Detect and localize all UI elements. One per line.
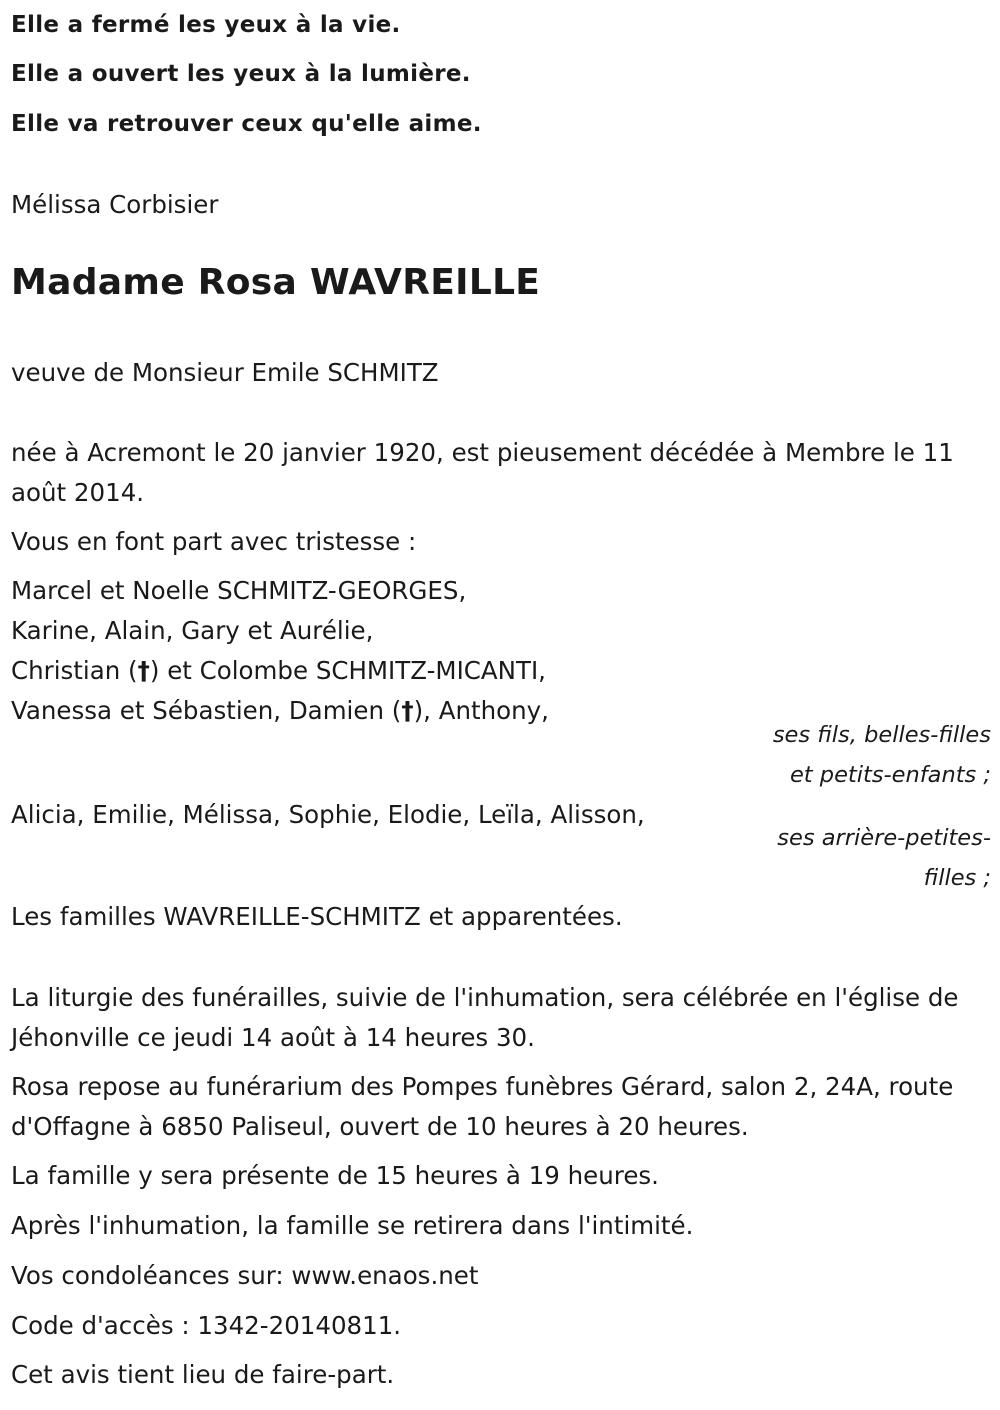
- family-line-1: Marcel et Noelle SCHMITZ-GEORGES,: [11, 576, 467, 605]
- condolences: Vos condoléances sur: www.enaos.net: [11, 1261, 479, 1290]
- family-line-5: Alicia, Emilie, Mélissa, Sophie, Elodie, Leïla, Alisson,: [11, 800, 645, 829]
- epitaph-author: Mélissa Corbisier: [11, 190, 219, 219]
- family-line-6: Les familles WAVREILLE-SCHMITZ et apparentées.: [11, 902, 623, 931]
- widow-of: veuve de Monsieur Emile SCHMITZ: [11, 358, 439, 387]
- relation-sons: ses fils, belles-filles et petits-enfants ;: [772, 722, 991, 788]
- closing-note: Cet avis tient lieu de faire-part.: [11, 1360, 395, 1389]
- access-code: Code d'accès : 1342-20140811.: [11, 1311, 402, 1340]
- family-presence: La famille y sera présente de 15 heures à 19 heures.: [11, 1161, 659, 1190]
- epitaph-line-2: Elle a ouvert les yeux à la lumière.: [11, 61, 471, 87]
- relation-great-granddaughters: ses arrière-petites- filles ;: [777, 825, 991, 891]
- announcement: Vous en font part avec tristesse :: [11, 527, 417, 556]
- family-line-4: Vanessa et Sébastien, Damien (†), Anthony,: [11, 696, 549, 725]
- funeral-home: Rosa repose au funérarium des Pompes funèbres Gérard, salon 2, 24A, route d'Offagne à 6850 Paliseul, ouvert de 10 heures à 20 heures.: [11, 1072, 954, 1141]
- birth-death-statement: née à Acremont le 20 janvier 1920, est pieusement décédée à Membre le 11 août 2014.: [11, 438, 954, 507]
- family-line-2: Karine, Alain, Gary et Aurélie,: [11, 616, 374, 645]
- epitaph-line-1: Elle a fermé les yeux à la vie.: [11, 12, 401, 38]
- cross-icon: †: [401, 696, 414, 725]
- after-burial: Après l'inhumation, la famille se retirera dans l'intimité.: [11, 1211, 694, 1240]
- deceased-name: Madame Rosa WAVREILLE: [11, 262, 541, 303]
- family-line-3: Christian (†) et Colombe SCHMITZ-MICANTI,: [11, 656, 546, 685]
- funeral-liturgy: La liturgie des funérailles, suivie de l'inhumation, sera célébrée en l'église de Jéhonville ce jeudi 14 août à 14 heures 30.: [11, 983, 959, 1052]
- cross-icon: †: [137, 656, 150, 685]
- epitaph-line-3: Elle va retrouver ceux qu'elle aime.: [11, 111, 482, 137]
